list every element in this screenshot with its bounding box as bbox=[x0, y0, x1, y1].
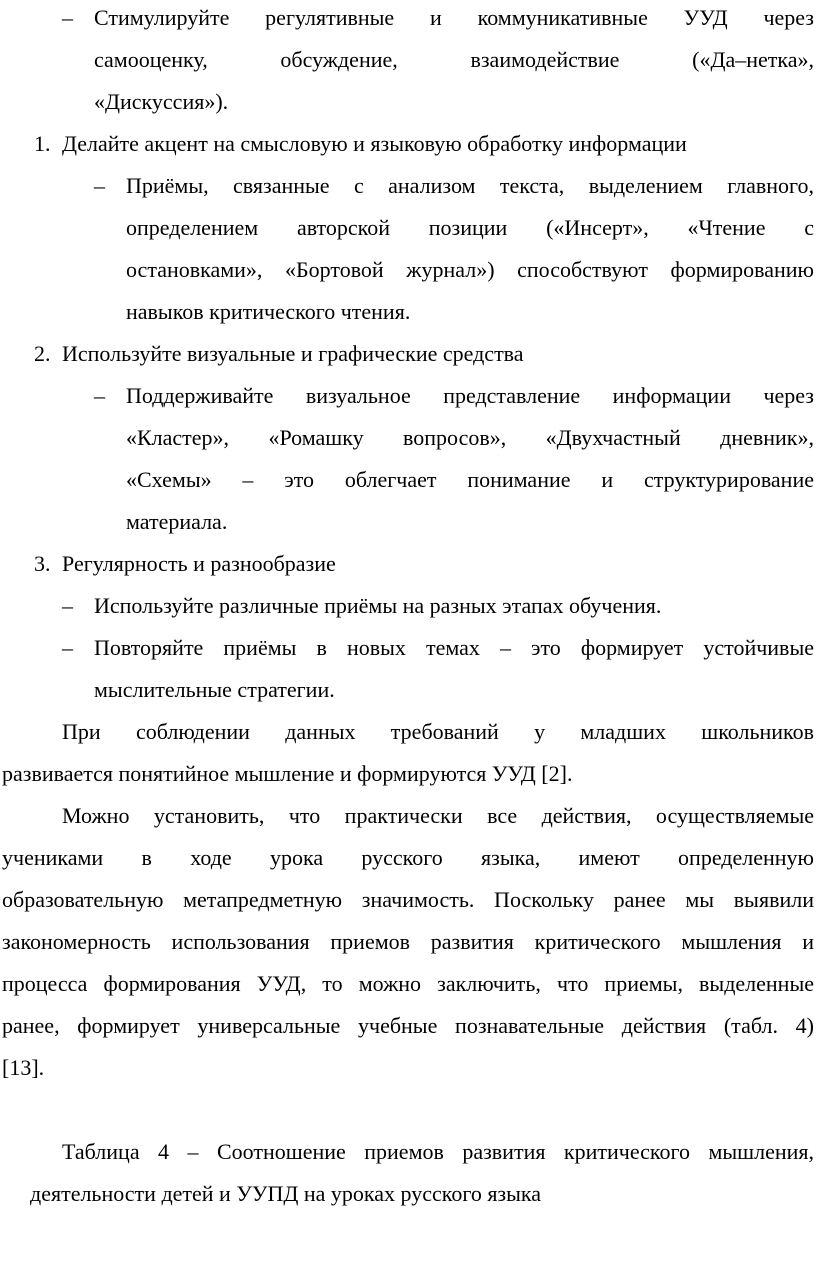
bullet-text-line: Повторяйте приёмы в новых темах – это формирует устойчивые bbox=[94, 635, 814, 660]
list-item-title: Регулярность и разнообразие bbox=[62, 551, 336, 576]
bullet-dash: – bbox=[62, 5, 73, 30]
list-item-title: Используйте визуальные и графические средства bbox=[62, 341, 524, 366]
paragraph-line: развивается понятийное мышление и формируются УУД [2]. bbox=[2, 761, 573, 786]
paragraph-line: учениками в ходе урока русского языка, имеют определенную bbox=[2, 845, 814, 870]
table-caption-line: деятельности детей и УУПД на уроках русского языка bbox=[30, 1181, 542, 1206]
bullet-dash: – bbox=[62, 593, 73, 618]
paragraph-line: образовательную метапредметную значимость. Поскольку ранее мы выявили bbox=[2, 887, 814, 912]
bullet-dash: – bbox=[62, 635, 73, 660]
paragraph-line: ранее, формирует универсальные учебные познавательные действия (табл. 4) bbox=[2, 1013, 814, 1038]
bullet-text-line: «Дискуссия»). bbox=[94, 89, 229, 114]
list-number: 3. bbox=[34, 551, 51, 576]
bullet-text-line: определением авторской позиции («Инсерт», «Чтение с bbox=[126, 215, 814, 240]
list-item-title: Делайте акцент на смысловую и языковую обработку информации bbox=[62, 131, 687, 156]
paragraph-line: При соблюдении данных требований у младших школьников bbox=[62, 719, 814, 744]
paragraph-line: закономерность использования приемов развития критического мышления и bbox=[2, 929, 814, 954]
bullet-text-line: Используйте различные приёмы на разных этапах обучения. bbox=[94, 593, 662, 618]
paragraph-line: Можно установить, что практически все действия, осуществляемые bbox=[62, 803, 814, 828]
paragraph-line: [13]. bbox=[2, 1055, 45, 1080]
bullet-dash: – bbox=[94, 383, 105, 408]
paragraph-line: процесса формирования УУД, то можно заключить, что приемы, выделенные bbox=[2, 971, 814, 996]
bullet-text-line: мыслительные стратегии. bbox=[94, 677, 335, 702]
bullet-text-line: материала. bbox=[126, 509, 228, 534]
bullet-text-line: Приёмы, связанные с анализом текста, выделением главного, bbox=[126, 173, 814, 198]
bullet-text-line: остановками», «Бортовой журнал») способствуют формированию bbox=[126, 257, 814, 282]
bullet-text-line: «Кластер», «Ромашку вопросов», «Двухчастный дневник», bbox=[126, 425, 814, 450]
bullet-text-line: Стимулируйте регулятивные и коммуникативные УУД через bbox=[94, 5, 814, 30]
list-number: 1. bbox=[34, 131, 51, 156]
bullet-dash: – bbox=[94, 173, 105, 198]
list-number: 2. bbox=[34, 341, 51, 366]
bullet-text-line: Поддерживайте визуальное представление информации через bbox=[126, 383, 814, 408]
bullet-text-line: самооценку, обсуждение, взаимодействие («Да–нетка», bbox=[94, 47, 814, 72]
table-caption-line: Таблица 4 – Соотношение приемов развития критического мышления, bbox=[62, 1139, 814, 1164]
bullet-text-line: навыков критического чтения. bbox=[126, 299, 411, 324]
bullet-text-line: «Схемы» – это облегчает понимание и структурирование bbox=[126, 467, 814, 492]
